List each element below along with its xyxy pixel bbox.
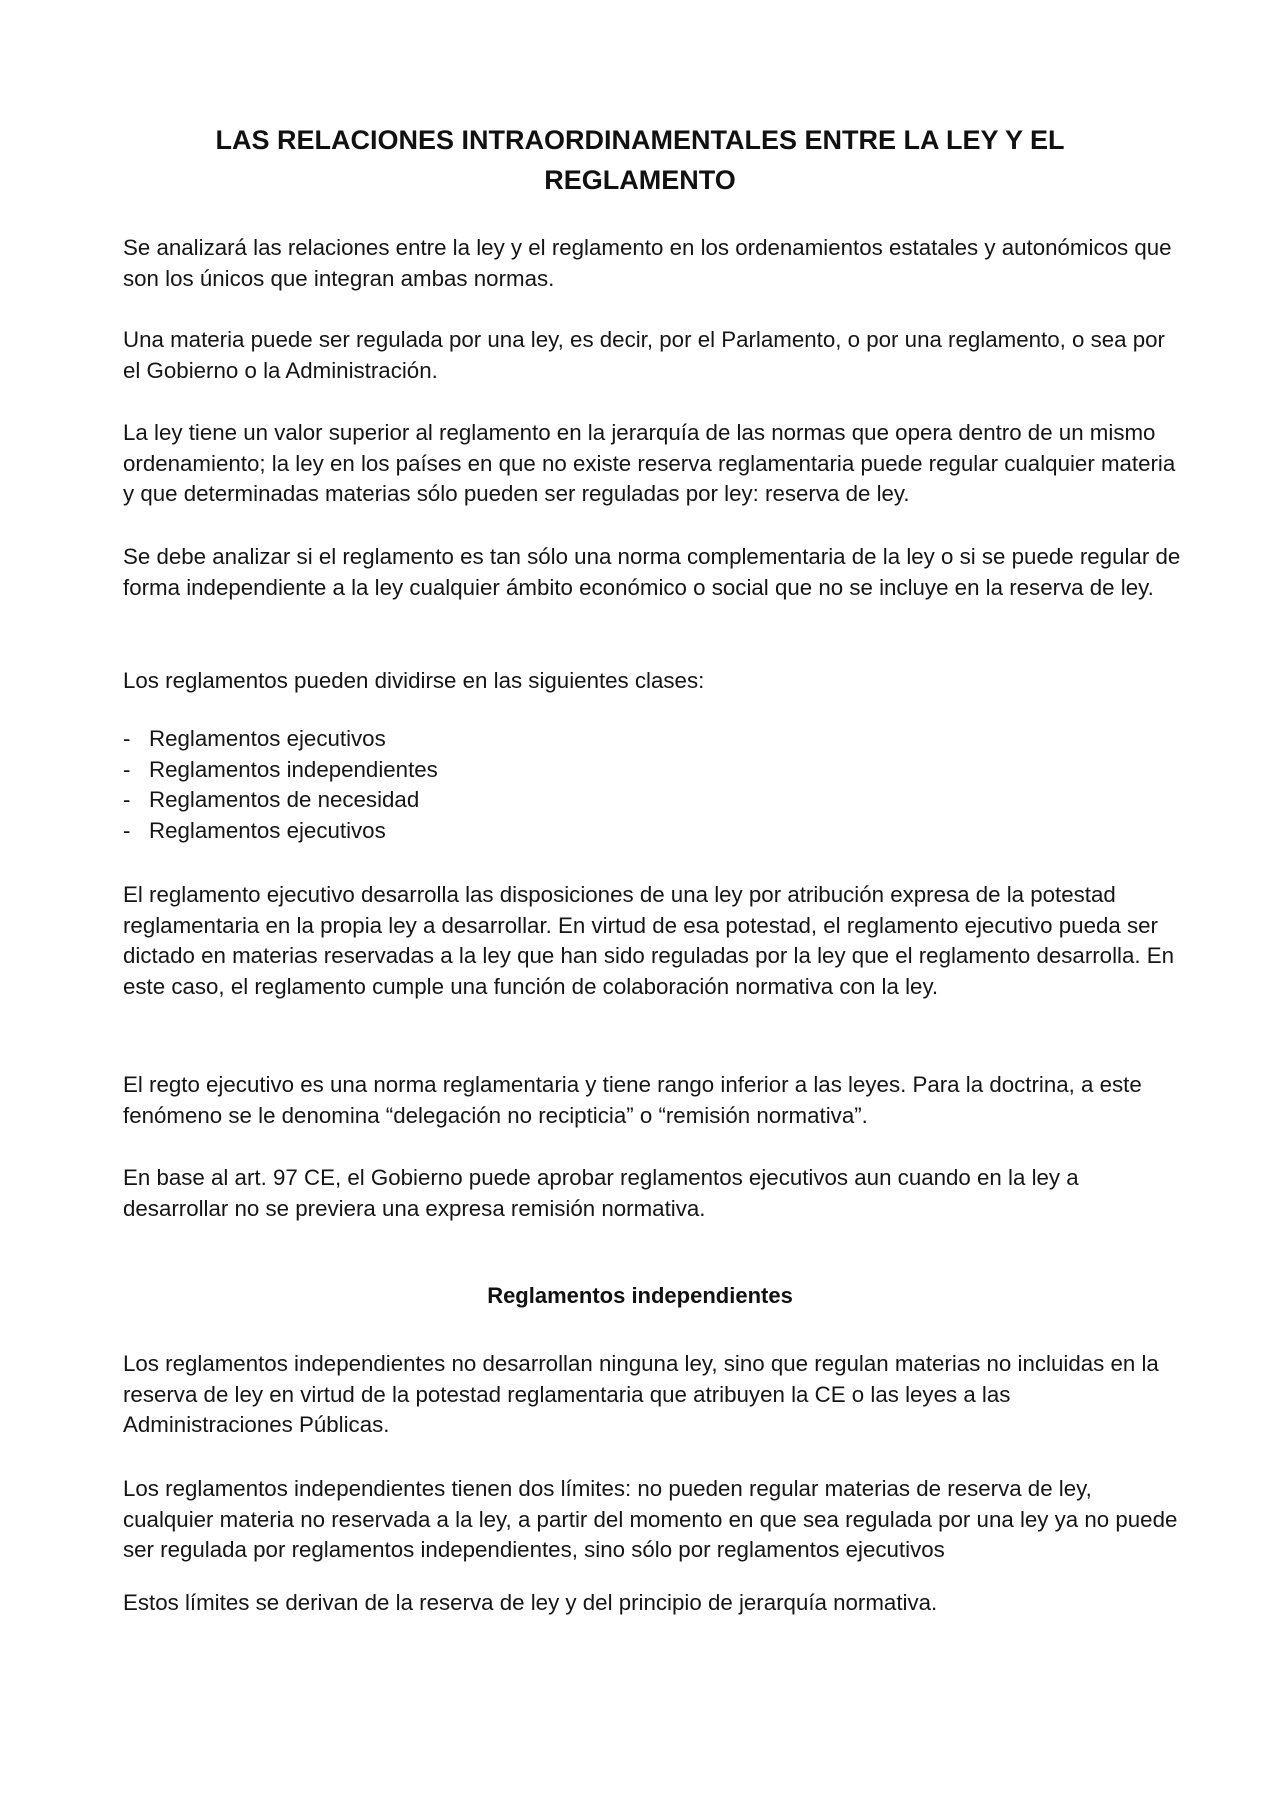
dash-bullet-icon: - [123, 787, 131, 812]
paragraph-materia: Una materia puede ser regulada por una ley, es decir, por el Parlamento, o por una reglamento, o sea por el Gobierno o la Administración. [123, 327, 1165, 383]
paragraph-intro: Se analizará las relaciones entre la ley y el reglamento en los ordenamientos estatales y autonómicos que son los únicos que integran ambas normas. [123, 235, 1172, 291]
paragraph-reglamento-ejecutivo: El reglamento ejecutivo desarrolla las disposiciones de una ley por atribución expresa de la potestad reglamentaria en la propia ley a desarrollar. En virtud de esa potestad, el reglamento ejecutivo pueda ser dictado en materias reservadas a la ley que han sido reguladas por la ley que el reglamento desarrolla. En este caso, el reglamento cumple una función de colaboración normativa con la ley. [123, 882, 1175, 1000]
paragraph-independientes-limites: Los reglamentos independientes tienen dos límites: no pueden regular materias de reserva de ley, cualquier materia no reservada a la ley, a partir del momento en que sea regulada por una ley ya no puede ser regulada por reglamentos independientes, sino sólo por reglamentos ejecutivos [123, 1476, 1178, 1563]
dash-bullet-icon: - [123, 756, 131, 782]
paragraph-limites-derivacion: Estos límites se derivan de la reserva de ley y del principio de jerarquía normativa. [123, 1590, 938, 1615]
paragraph-jerarquia: La ley tiene un valor superior al reglamento en la jerarquía de las normas que opera dentro de un mismo ordenamiento; la ley en los países en que no existe reserva reglamentaria puede regular cualquier materia y que determinadas materias sólo pueden ser reguladas por ley: reserva de ley. [123, 420, 1176, 507]
paragraph-regto-ejecutivo: El regto ejecutivo es una norma reglamentaria y tiene rango inferior a las leyes. Para la doctrina, a este fenómeno se le denomina “delegación no recipticia” o “remisión normativa”. [123, 1072, 1142, 1128]
document-title-line-2: REGLAMENTO [544, 165, 736, 195]
list-item-label: Reglamentos de necesidad [149, 787, 420, 812]
list-item [123, 785, 438, 816]
list-item-label: Reglamentos independientes [149, 756, 438, 782]
list-item-label: Reglamentos ejecutivos [149, 817, 386, 843]
list-item-label: Reglamentos ejecutivos [149, 726, 386, 751]
paragraph-independientes-definition: Los reglamentos independientes no desarrollan ninguna ley, sino que regulan materias no incluidas en la reserva de ley en virtud de la potestad reglamentaria que atribuyen la CE o las leyes a las Administraciones Públicas. [123, 1351, 1159, 1438]
section-heading: Reglamentos independientes [487, 1283, 793, 1308]
paragraph-complementaria: Se debe analizar si el reglamento es tan sólo una norma complementaria de la ley o si se puede regular de forma independiente a la ley cualquier ámbito económico o social que no se incluye en la reserva de ley. [123, 544, 1181, 600]
list-item [123, 724, 438, 755]
reglamentos-class-list [123, 724, 438, 846]
list-item [123, 816, 438, 847]
document-title-line-1: LAS RELACIONES INTRAORDINAMENTALES ENTRE LA LEY Y EL [215, 125, 1065, 155]
paragraph-clases-intro: Los reglamentos pueden dividirse en las siguientes clases: [123, 668, 705, 693]
list-item [123, 755, 438, 786]
dash-bullet-icon: - [123, 726, 131, 751]
dash-bullet-icon: - [123, 817, 131, 843]
paragraph-art-97: En base al art. 97 CE, el Gobierno puede aprobar reglamentos ejecutivos aun cuando en la ley a desarrollar no se previera una expresa remisión normativa. [123, 1165, 1079, 1221]
